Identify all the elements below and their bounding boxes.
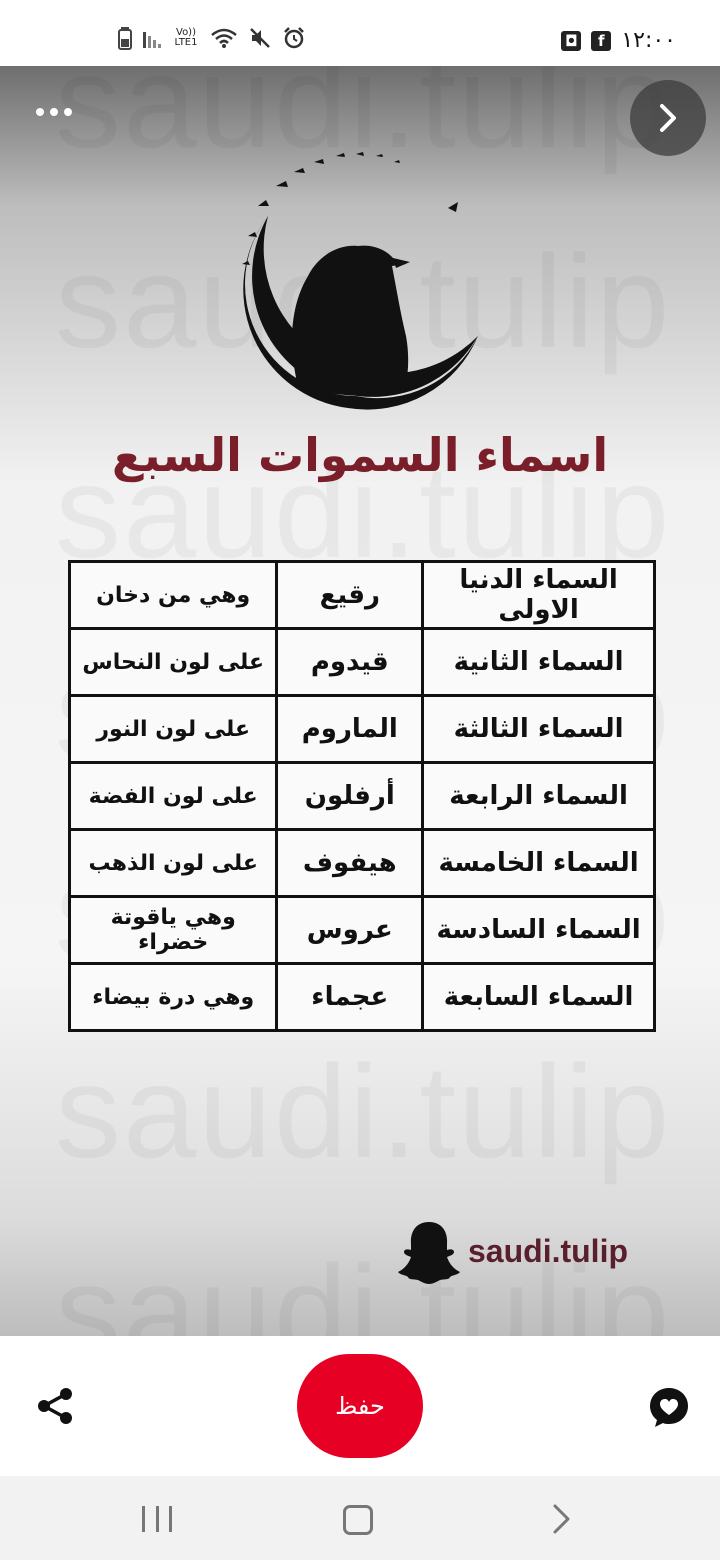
snapchat-handle-text: saudi.tulip <box>468 1232 628 1269</box>
table-cell-name: عجماء <box>277 964 423 1031</box>
recents-line-icon <box>169 1506 172 1532</box>
chevron-right-icon <box>657 103 679 133</box>
mute-icon <box>248 26 272 50</box>
facebook-icon: f <box>591 31 611 51</box>
table-cell-description: وهي ياقوتة خضراء <box>70 897 277 964</box>
more-dot-icon <box>36 108 44 116</box>
table-cell-name: قيدوم <box>277 629 423 696</box>
wifi-icon <box>210 27 238 49</box>
table-cell-heaven: السماء الرابعة <box>423 763 655 830</box>
table-cell-description: على لون النحاس <box>70 629 277 696</box>
home-button[interactable] <box>343 1505 373 1535</box>
table-cell-name: عروس <box>277 897 423 964</box>
table-cell-heaven: السماء الثالثة <box>423 696 655 763</box>
recents-line-icon <box>156 1506 159 1532</box>
pin-title: اسماء السموات السبع <box>111 428 609 482</box>
battery-icon <box>118 26 132 50</box>
action-bar <box>0 1336 720 1476</box>
system-nav-bar <box>0 1476 720 1560</box>
table-row <box>70 830 655 897</box>
table-row <box>70 562 655 629</box>
table-cell-heaven: السماء الخامسة <box>423 830 655 897</box>
more-options-button[interactable] <box>36 108 76 124</box>
table-cell-heaven: السماء الدنيا الاولى <box>423 562 655 629</box>
screen-record-icon: ◘ <box>561 31 581 51</box>
alarm-icon <box>282 26 306 50</box>
table-cell-description: على لون الفضة <box>70 763 277 830</box>
pin-image[interactable] <box>0 66 720 1336</box>
table-cell-description: على لون الذهب <box>70 830 277 897</box>
table-cell-name: أرفلون <box>277 763 423 830</box>
table-row <box>70 696 655 763</box>
comment-heart-icon[interactable] <box>648 1386 690 1428</box>
recents-line-icon <box>142 1506 145 1532</box>
table-cell-heaven: السماء الثانية <box>423 629 655 696</box>
more-dot-icon <box>64 108 72 116</box>
status-time: ١٢:٠٠ <box>621 28 676 53</box>
recents-button[interactable] <box>142 1506 172 1532</box>
heavens-table <box>68 560 656 1032</box>
back-button[interactable] <box>546 1502 576 1536</box>
watermark <box>55 1036 671 1187</box>
table-cell-description: على لون النور <box>70 696 277 763</box>
more-dot-icon <box>50 108 58 116</box>
table-row <box>70 964 655 1031</box>
table-cell-heaven: السماء السابعة <box>423 964 655 1031</box>
table-cell-name: رقيع <box>277 562 423 629</box>
table-row <box>70 629 655 696</box>
share-icon[interactable] <box>36 1386 76 1426</box>
table-cell-description: وهي درة بيضاء <box>70 964 277 1031</box>
status-bar <box>0 0 720 66</box>
table-cell-name: الماروم <box>277 696 423 763</box>
signal-icon <box>142 28 162 48</box>
table-cell-description: وهي من دخان <box>70 562 277 629</box>
save-button[interactable]: حفظ <box>297 1354 423 1458</box>
table-cell-name: هيفوف <box>277 830 423 897</box>
table-cell-heaven: السماء السادسة <box>423 897 655 964</box>
snapchat-ghost-icon <box>396 1218 462 1284</box>
table-row <box>70 897 655 964</box>
next-pin-button[interactable] <box>630 80 706 156</box>
crow-moon-logo <box>228 146 488 416</box>
table-row <box>70 763 655 830</box>
snapchat-handle <box>396 1218 628 1284</box>
network-label: Vo)) LTE1 <box>174 27 198 48</box>
status-icons <box>118 26 306 50</box>
status-left-group <box>561 28 676 53</box>
